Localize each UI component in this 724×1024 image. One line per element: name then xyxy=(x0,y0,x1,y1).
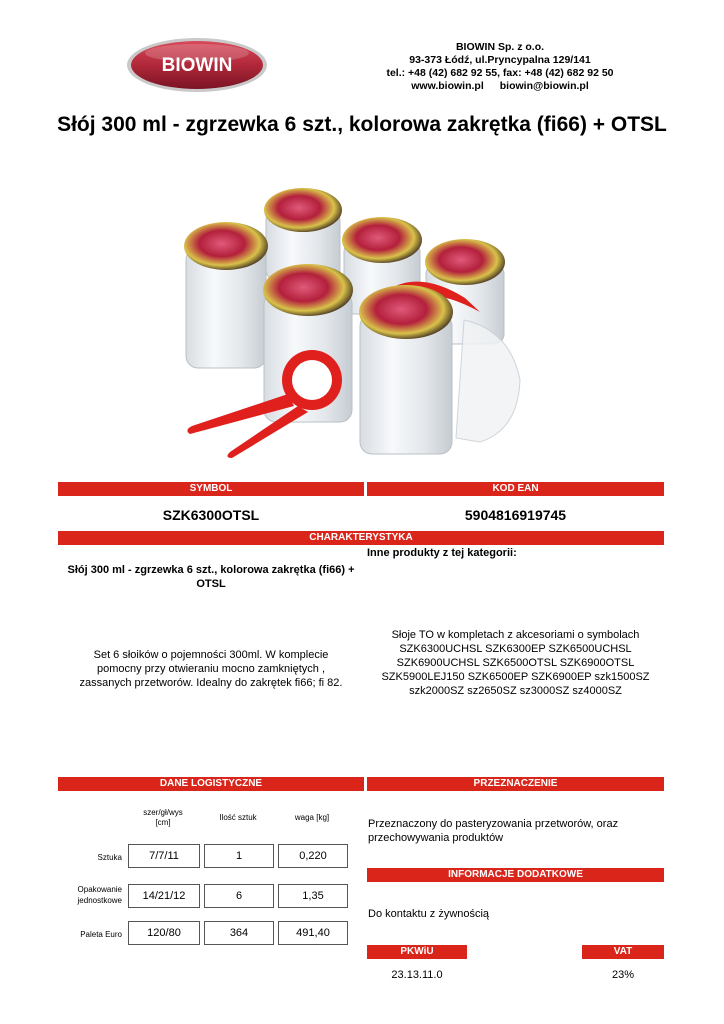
other-products-list: Słoje TO w kompletach z akcesoriami o symbolach SZK6300UCHSL SZK6300EP SZK6500UCHSL SZK6900UCHSL SZK6500OTSL SZK6900OTSL SZK5900LEJ150 SZK6500EP SZK6900EP szk1500SZ szk2000SZ sz2650SZ sz3000SZ sz4000SZ xyxy=(381,629,650,697)
company-website[interactable]: www.biowin.pl xyxy=(411,80,484,92)
pkwiu-value: 23.13.11.0 xyxy=(391,969,443,981)
logo-text: BIOWIN xyxy=(161,55,233,76)
row-qty: 6 xyxy=(204,884,274,908)
row-label: Sztuka xyxy=(97,853,122,862)
company-name: BIOWIN Sp. z o.o. xyxy=(455,41,545,53)
row-qty: 364 xyxy=(204,921,274,945)
company-phones: tel.: +48 (42) 682 92 55, fax: +48 (42) 682 92 50 xyxy=(386,67,614,79)
row-dims: 14/21/12 xyxy=(128,884,200,908)
row-weight: 491,40 xyxy=(278,921,348,945)
other-products-title: Inne produkty z tej kategorii: xyxy=(367,547,517,559)
row-label: Opakowanie jednostkowe xyxy=(77,885,122,905)
row-qty: 1 xyxy=(204,844,274,868)
ean-value: 5904816919745 xyxy=(464,507,567,523)
pkwiu-header: PKWiU xyxy=(367,945,467,959)
row-weight: 0,220 xyxy=(278,844,348,868)
col-weight: waga [kg] xyxy=(294,813,330,822)
row-dims: 120/80 xyxy=(128,921,200,945)
company-info xyxy=(330,41,670,93)
product-photo xyxy=(180,180,540,470)
vat-value: 23% xyxy=(611,969,635,981)
col-qty: Ilość sztuk xyxy=(219,813,257,822)
col-dims: szer/gł/wys [cm] xyxy=(143,808,183,827)
logistics-header: DANE LOGISTYCZNE xyxy=(58,777,364,791)
additional-text: Do kontaktu z żywnością xyxy=(368,908,490,920)
product-description: Set 6 słoików o pojemności 300ml. W komplecie pomocny przy otwieraniu mocno zamkniętych , zassanych przetworów. Idealny do zakrętek fi66; fi 82. xyxy=(79,649,343,689)
characteristics-header: CHARAKTERYSTYKA xyxy=(58,531,664,545)
purpose-header: PRZEZNACZENIE xyxy=(367,777,664,791)
symbol-value: SZK6300OTSL xyxy=(162,507,260,523)
additional-header: INFORMACJE DODATKOWE xyxy=(367,868,664,882)
purpose-text: Przeznaczony do pasteryzowania przetworów, oraz przechowywania produktów xyxy=(368,818,619,844)
row-dims: 7/7/11 xyxy=(128,844,200,868)
ean-header: KOD EAN xyxy=(367,482,664,496)
row-weight: 1,35 xyxy=(278,884,348,908)
company-address: 93-373 Łódź, ul.Pryncypalna 129/141 xyxy=(409,54,591,66)
company-email[interactable]: biowin@biowin.pl xyxy=(499,80,589,92)
symbol-header: SYMBOL xyxy=(58,482,364,496)
vat-header: VAT xyxy=(582,945,664,959)
biowin-logo xyxy=(126,37,268,93)
row-label: Paleta Euro xyxy=(80,930,122,939)
product-name: Słój 300 ml - zgrzewka 6 szt., kolorowa zakrętka (fi66) + OTSL xyxy=(67,564,355,590)
page-title: Słój 300 ml - zgrzewka 6 szt., kolorowa zakrętka (fi66) + OTSL xyxy=(57,113,667,136)
